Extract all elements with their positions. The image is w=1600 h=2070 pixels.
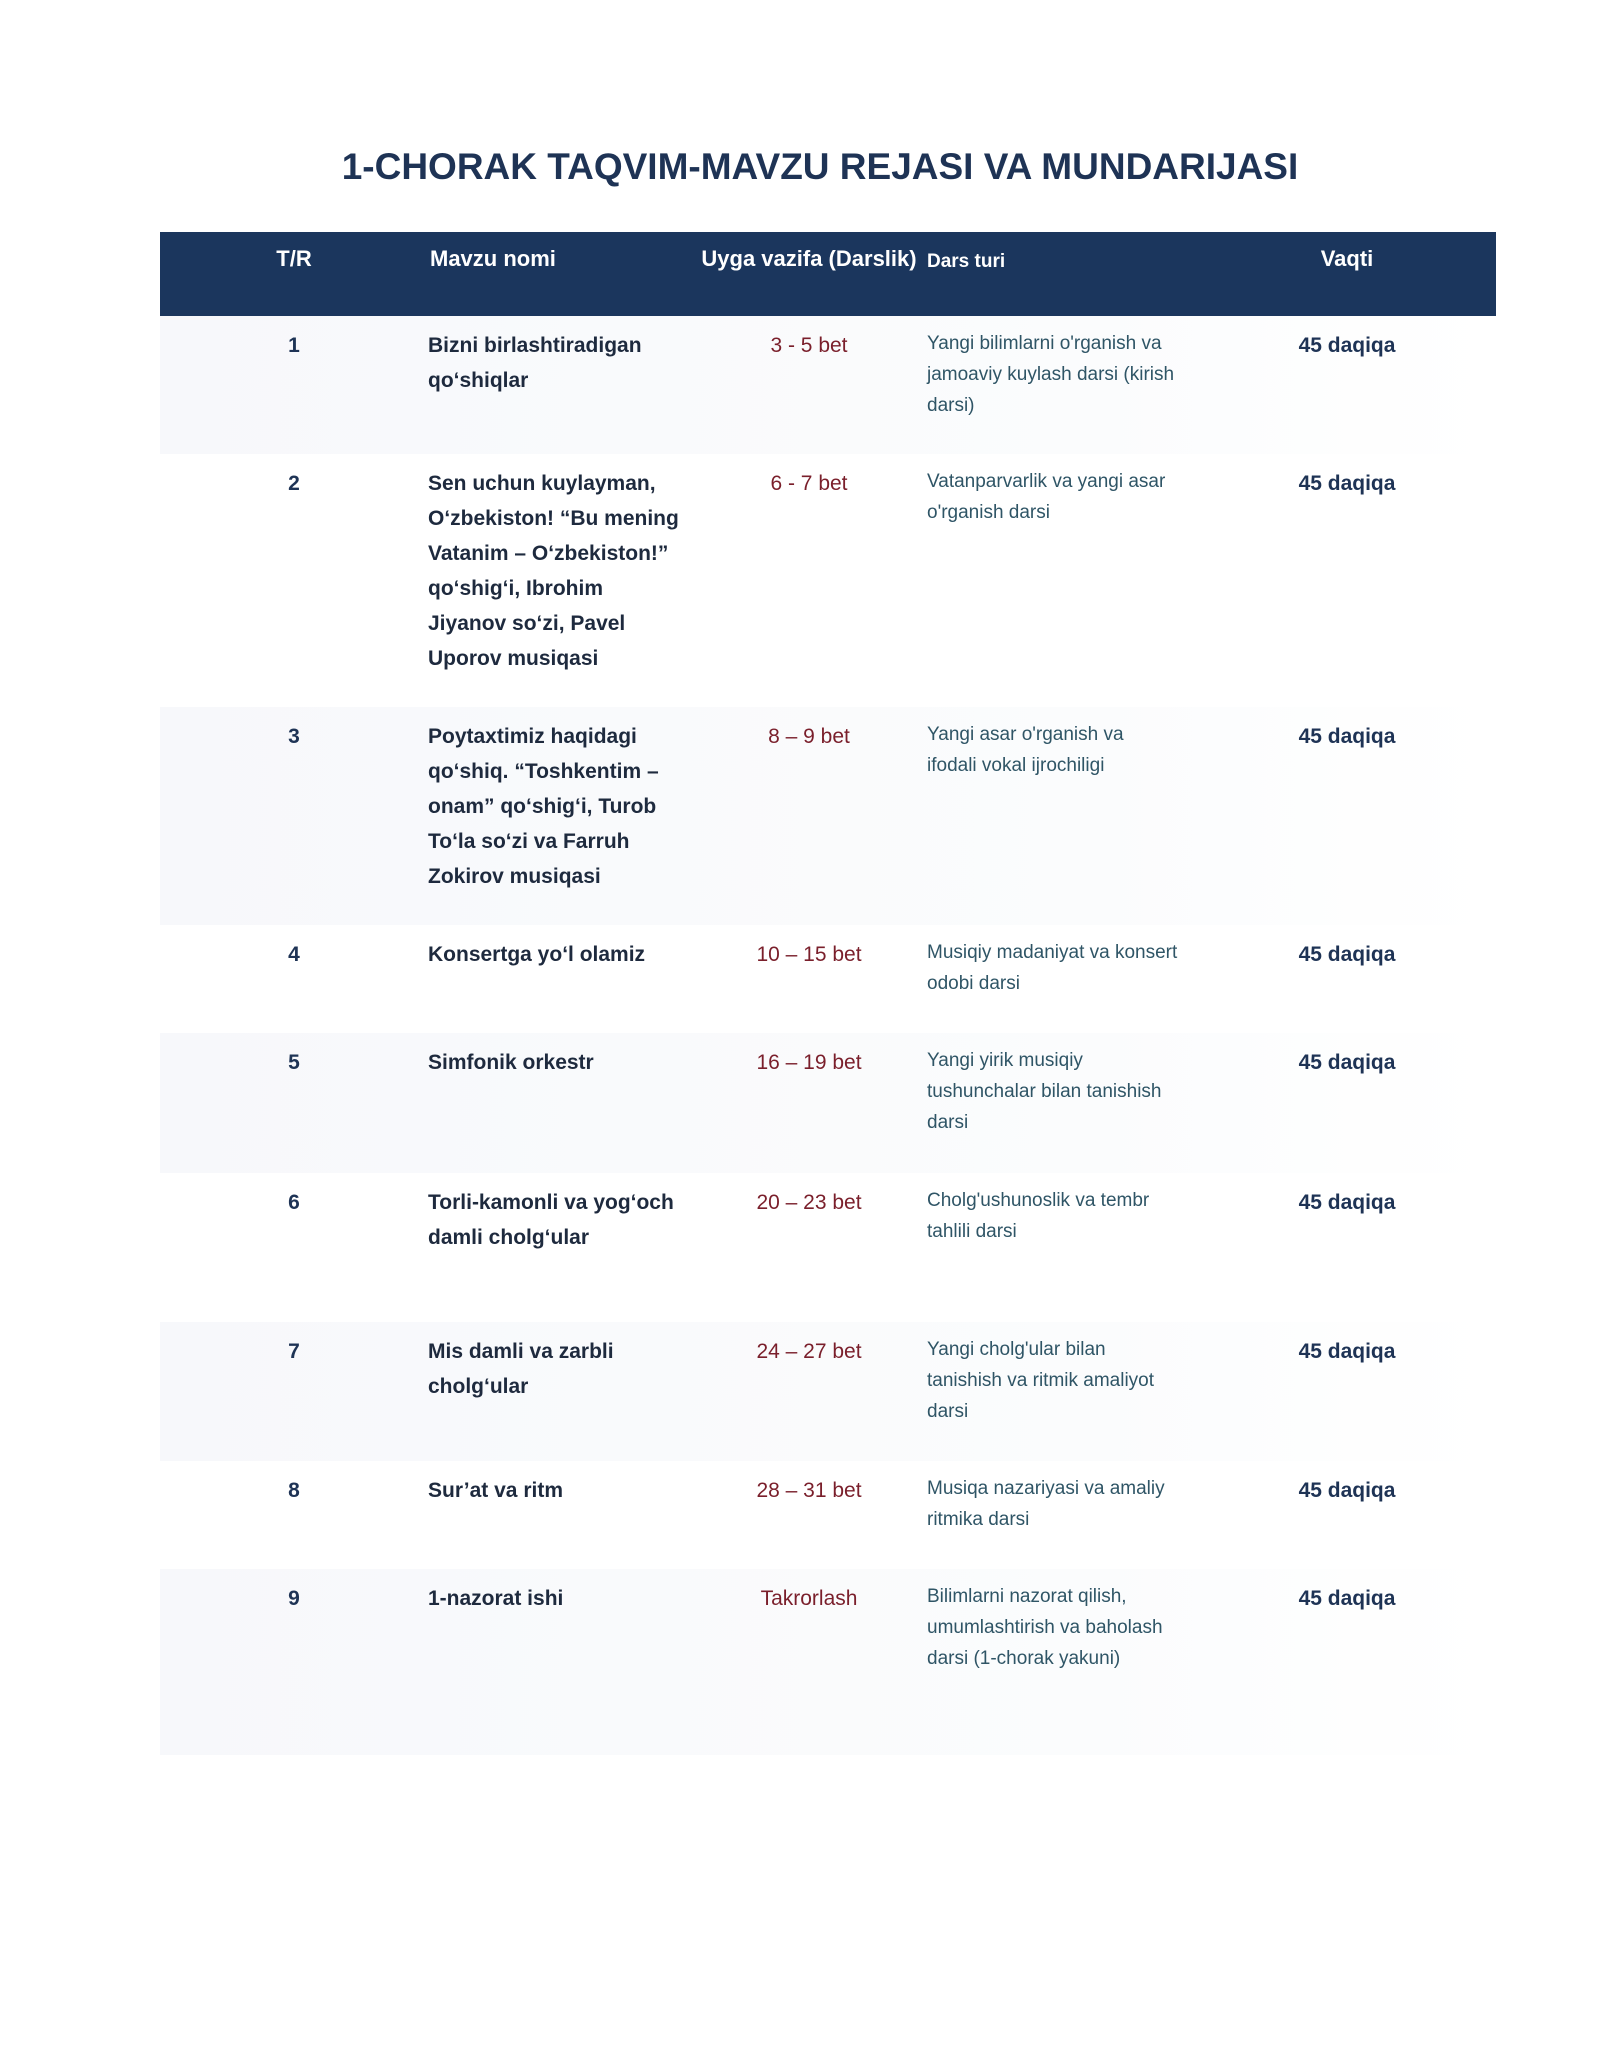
table-row xyxy=(160,454,1496,707)
table-header xyxy=(160,232,1496,316)
row-type: Yangi yirik musiqiy tushunchalar bilan tanishish darsi xyxy=(927,1050,1162,1133)
row-time: 45 daqiqa xyxy=(1298,1479,1396,1502)
header-topic: Mavzu nomi xyxy=(430,246,556,271)
row-homework: 10 – 15 bet xyxy=(756,943,862,966)
page-title: 1-CHORAK TAQVIM-MAVZU REJASI VA MUNDARIJASI xyxy=(341,146,1299,187)
row-topic: Simfonik orkestr xyxy=(428,1051,594,1074)
row-topic: Mis damli va zarbli cholg‘ular xyxy=(428,1340,614,1398)
header-type: Dars turi xyxy=(927,251,1006,272)
row-type: Cholg'ushunoslik va tembr tahlili darsi xyxy=(927,1190,1150,1242)
row-homework: 24 – 27 bet xyxy=(756,1340,862,1363)
row-type: Yangi bilimlarni o'rganish va jamoaviy kuylash darsi (kirish darsi) xyxy=(927,333,1175,416)
table-row xyxy=(160,707,1496,925)
header-homework: Uyga vazifa (Darslik) xyxy=(701,246,917,271)
row-type: Yangi asar o'rganish va ifodali vokal ijrochiligi xyxy=(927,724,1124,776)
row-topic: Torli-kamonli va yog‘och damli cholg‘ular xyxy=(428,1191,674,1249)
row-num: 4 xyxy=(288,943,300,966)
table-row xyxy=(160,316,1496,454)
row-num: 2 xyxy=(288,472,300,495)
header-num: T/R xyxy=(276,246,312,271)
row-time: 45 daqiqa xyxy=(1298,334,1396,357)
row-homework: 3 - 5 bet xyxy=(770,334,848,357)
row-time: 45 daqiqa xyxy=(1298,1191,1396,1214)
row-homework: 8 – 9 bet xyxy=(768,725,850,748)
row-num: 7 xyxy=(288,1340,300,1363)
row-homework: 16 – 19 bet xyxy=(756,1051,862,1074)
table-row xyxy=(160,925,1496,1033)
table-row xyxy=(160,1461,1496,1569)
row-time: 45 daqiqa xyxy=(1298,472,1396,495)
row-type: Vatanparvarlik va yangi asar o'rganish darsi xyxy=(927,471,1166,523)
row-time: 45 daqiqa xyxy=(1298,725,1396,748)
row-num: 5 xyxy=(288,1051,300,1074)
row-homework: 28 – 31 bet xyxy=(756,1479,862,1502)
row-topic: 1-nazorat ishi xyxy=(428,1587,564,1610)
table-row xyxy=(160,1569,1496,1755)
row-topic: Sen uchun kuylayman, O‘zbekiston! “Bu mening Vatanim – O‘zbekiston!” qo‘shig‘i, Ibrohim Jiyanov so‘zi, Pavel Uporov musiqasi xyxy=(428,472,679,670)
row-homework: Takrorlash xyxy=(760,1587,858,1610)
row-topic: Poytaxtimiz haqidagi qo‘shiq. “Toshkentim – onam” qo‘shig‘i, Turob To‘la so‘zi va Farruh Zokirov musiqasi xyxy=(428,725,659,888)
row-num: 3 xyxy=(288,725,300,748)
row-homework: 20 – 23 bet xyxy=(756,1191,862,1214)
row-topic: Bizni birlashtiradigan qo‘shiqlar xyxy=(428,334,642,392)
row-topic: Sur’at va ritm xyxy=(428,1479,563,1502)
row-type: Bilimlarni nazorat qilish, umumlashtirish va baholash darsi (1-chorak yakuni) xyxy=(927,1586,1163,1669)
row-topic: Konsertga yo‘l olamiz xyxy=(428,943,646,966)
row-type: Musiqa nazariyasi va amaliy ritmika darsi xyxy=(927,1478,1165,1530)
table-row xyxy=(160,1173,1496,1322)
table-body xyxy=(160,316,1496,1755)
row-time: 45 daqiqa xyxy=(1298,1051,1396,1074)
row-time: 45 daqiqa xyxy=(1298,943,1396,966)
row-homework: 6 - 7 bet xyxy=(770,472,848,495)
table-header-row xyxy=(160,232,1496,316)
row-time: 45 daqiqa xyxy=(1298,1587,1396,1610)
row-num: 1 xyxy=(288,334,300,357)
row-num: 6 xyxy=(288,1191,300,1214)
row-num: 9 xyxy=(288,1587,300,1610)
plan-table xyxy=(160,232,1496,1755)
header-time: Vaqti xyxy=(1320,246,1374,271)
table-row xyxy=(160,1033,1496,1173)
row-num: 8 xyxy=(288,1479,300,1502)
row-time: 45 daqiqa xyxy=(1298,1340,1396,1363)
row-type: Yangi cholg'ular bilan tanishish va ritmik amaliyot darsi xyxy=(927,1339,1155,1422)
table-row xyxy=(160,1322,1496,1461)
row-type: Musiqiy madaniyat va konsert odobi darsi xyxy=(927,942,1178,994)
